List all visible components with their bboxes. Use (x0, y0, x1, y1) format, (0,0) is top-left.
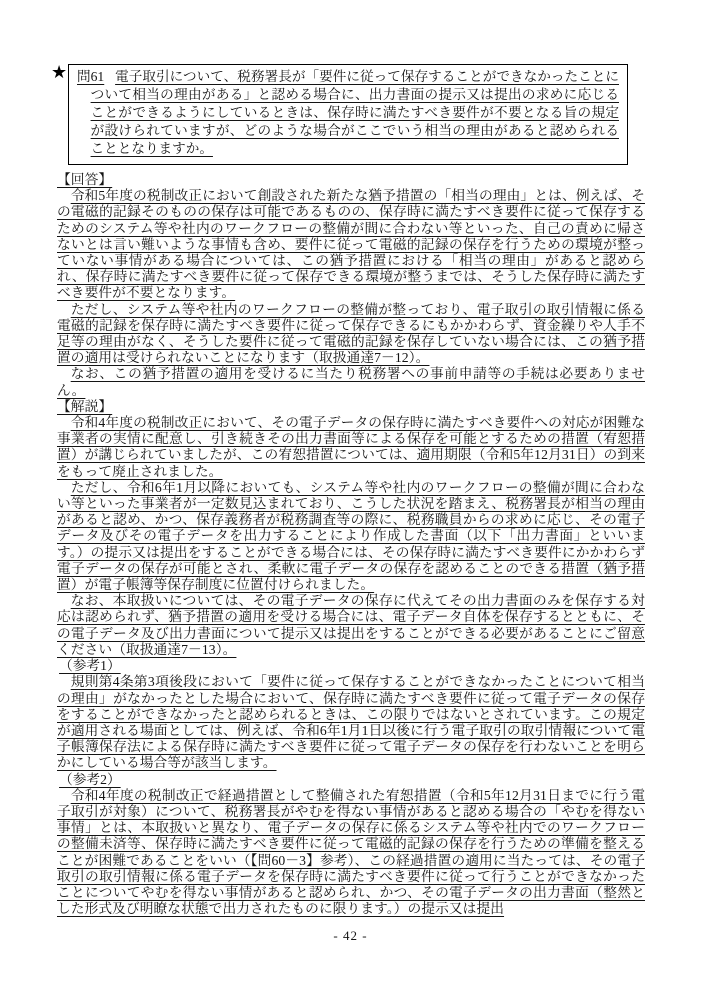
explanation-paragraph: 令和4年度の税制改正において、その電子データの保存時に満たすべき要件への対応が困難な事業者の実情に配意し、引き続きその出力書面等による保存を可能とするための措置（宥恕措置）が講じられていましたが、この宥恕措置については、適用期限（令和5年12月31日）の到来をもって廃止されました。 (57, 415, 645, 479)
answer-header: 【回答】 (57, 172, 113, 187)
answer-paragraph: ただし、システム等や社内のワークフローの整備が整っており、電子取引の取引情報に係る電磁的記録を保存時に満たすべき要件に従って保存できるにもかかわらず、資金繰りや人手不足等の理由がなく、そうした要件に従って電磁的記録を保存していない場合には、この猶予措置の適用は受けられないことになります（取扱通達7－12）。 (57, 301, 645, 366)
new-item-star-icon: ★ (51, 62, 68, 82)
question-box (68, 64, 628, 165)
reference2-paragraph: 令和4年度の税制改正で経過措置として整備された宥恕措置（令和5年12月31日までに行う電子取引が対象）について、税務署長がやむを得ない事情があると認める場合の「やむを得ない事情」とは、本取扱いと異なり、電子データの保存に係るシステム等や社内でのワークフローの整備未済等、保存時に満たすべき要件に従って電磁的記録の保存を行うための準備を整えることが困難であることをいい（【問60－3】参考）、この経過措置の適用に当たっては、その電子取引の取引情報に係る電子データを保存時に満たすべき要件に従って行うことができなかったことについてやむを得ない事情があると認められ、かつ、その電子データの出力書面（整然とした形式及び明瞭な状態で出力されたものに限ります。）の提示又は提出 (57, 787, 645, 917)
question (77, 68, 619, 158)
question-number: 問61 (77, 69, 105, 84)
reference2-header: （参考2） (59, 771, 121, 787)
question-text: 電子取引について、税務署長が「要件に従って保存することができなかったことについて相当の理由がある」と認める場合に、出力書面の提示又は提出の求めに応じることができるようにしているときは、保存時に満たすべき要件が不要となる旨の規定が設けられていますが、どのような場合がここでいう相当の理由があると認められることとなりますか。 (90, 69, 619, 156)
reference1-paragraph: 規則第4条第3項後段において「要件に従って保存することができなかったことについて相当の理由」がなかったとした場合において、保存時に満たすべき要件に従って電子データの保存をすることができなかったと認められるときは、この限りではないとされています。この規定が適用される場面としては、例えば、令和6年1月1日以後に行う電子取引の取引情報について電子帳簿保存法による保存時に満たすべき要件に従って電子データの保存を行わないことを明らかにしている場合等が該当します。 (57, 674, 645, 771)
page-number: - 42 - (333, 928, 368, 943)
reference1-header: （参考1） (59, 658, 121, 674)
answer-paragraph: なお、この猶予措置の適用を受けるに当たり税務署への事前申請等の手続は必要ありません。 (57, 366, 645, 398)
page-content (57, 64, 645, 917)
explanation-paragraph: なお、本取扱いについては、その電子データの保存に代えてその出力書面のみを保存する対応は認められず、猶予措置の適用を受ける場合には、電子データ自体を保存するとともに、その電子データ及び出力書面について提示又は提出をすることができる必要があることにご留意ください（取扱通達7－13）。 (57, 593, 645, 657)
explanation-header: 【解説】 (57, 398, 113, 414)
answer-paragraph: 令和5年度の税制改正において創設された新たな猶予措置の「相当の理由」とは、例えば、その電磁的記録そのものの保存は可能であるものの、保存時に満たすべき要件に従って保存するためのシステム等や社内のワークフローの整備が間に合わない等といった、自己の責めに帰さないとは言い難いような事情も含め、要件に従って電磁的記録の保存を行うための環境が整っていない事情がある場合については、この猶予措置における「相当の理由」があると認められ、保存時に満たすべき要件に従って保存できる環境が整うまでは、そうした保存時に満たすべき要件が不要となります。 (57, 188, 645, 301)
explanation-paragraph: ただし、令和6年1月以降においても、システム等や社内のワークフローの整備が間に合わない等といった事業者が一定数見込まれており、こうした状況を踏まえ、税務署長が相当の理由があると認め、かつ、保存義務者が税務調査等の際に、税務職員からの求めに応じ、その電子データ及びその電子データを出力することにより作成した書面（以下「出力書面」といいます。）の提示又は提出をすることができる場合には、その保存時に満たすべき要件にかかわらず電子データの保存が可能とされ、柔軟に電子データの保存を認めることのできる措置（猶予措置）が電子帳簿等保存制度に位置付けられました。 (57, 479, 645, 593)
